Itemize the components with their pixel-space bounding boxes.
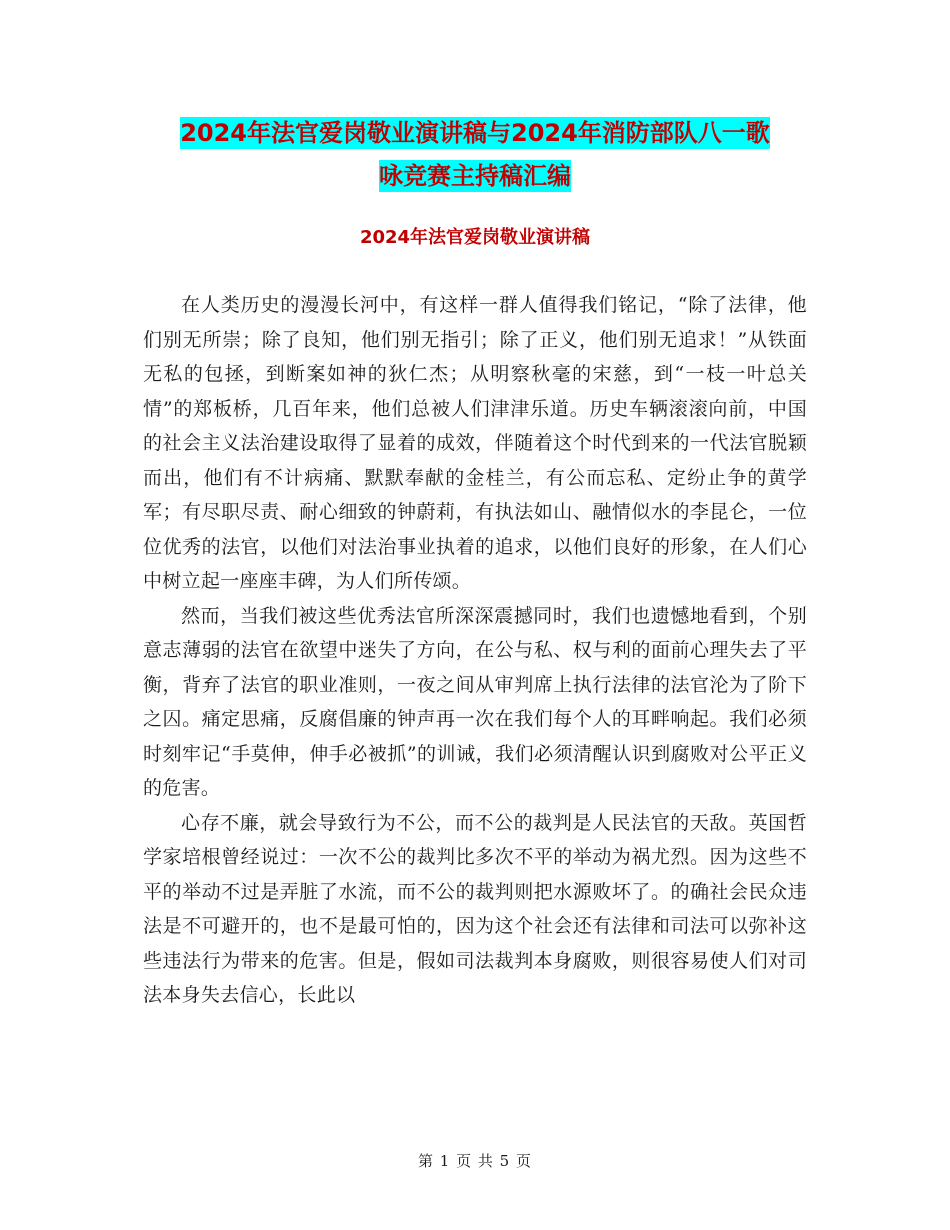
document-title-line-2: 咏竞赛主持稿汇编 [379, 162, 571, 190]
paragraph-2: 然而，当我们被这些优秀法官所深深震撼同时，我们也遗憾地看到，个别意志薄弱的法官在欲望中迷失了方向，在公与私、权与利的面前心理失去了平衡，背弃了法官的职业准则，一夜之间从审判席上执行法律的法官沦为了阶下之囚。痛定思痛，反腐倡廉的钟声再一次在我们每个人的耳畔响起。我们必须时刻牢记“手莫伸，伸手必被抓”的训诫，我们必须清醒认识到腐败对公平正义的危害。 [143, 604, 807, 799]
section-heading: 2024年法官爱岗敬业演讲稿 [359, 227, 591, 248]
document-title [0, 112, 950, 198]
paragraph-1: 在人类历史的漫漫长河中，有这样一群人值得我们铭记，“除了法律，他们别无所崇；除了良知，他们别无指引；除了正义，他们别无追求！”从铁面无私的包拯，到断案如神的狄仁杰；从明察秋毫的宋慈，到“一枝一叶总关情”的郑板桥，几百年来，他们总被人们津津乐道。历史车辆滚滚向前，中国的社会主义法治建设取得了显着的成效，伴随着这个时代到来的一代法官脱颖而出，他们有不计病痛、默默奉献的金桂兰，有公而忘私、定纷止争的黄学军；有尽职尽责、耐心细致的钟蔚莉，有执法如山、融情似水的李昆仑，一位位优秀的法官，以他们对法治事业执着的追求，以他们良好的形象，在人们心中树立起一座座丰碑，为人们所传颂。 [143, 294, 807, 592]
document-title-line-1: 2024年法官爱岗敬业演讲稿与2024年消防部队八一歌 [180, 119, 770, 147]
paragraph-3: 心存不廉，就会导致行为不公，而不公的裁判是人民法官的天敌。英国哲学家培根曾经说过：一次不公的裁判比多次不平的举动为祸尤烈。因为这些不平的举动不过是弄脏了水流，而不公的裁判则把水源败坏了。的确社会民众违法是不可避开的，也不是最可怕的，因为这个社会还有法律和司法可以弥补这些违法行为带来的危害。但是，假如司法裁判本身腐败，则很容易使人们对司法本身失去信心，长此以 [143, 811, 807, 1006]
body-text [143, 288, 807, 1013]
page-footer: 第 1 页 共 5 页 [418, 1152, 532, 1170]
